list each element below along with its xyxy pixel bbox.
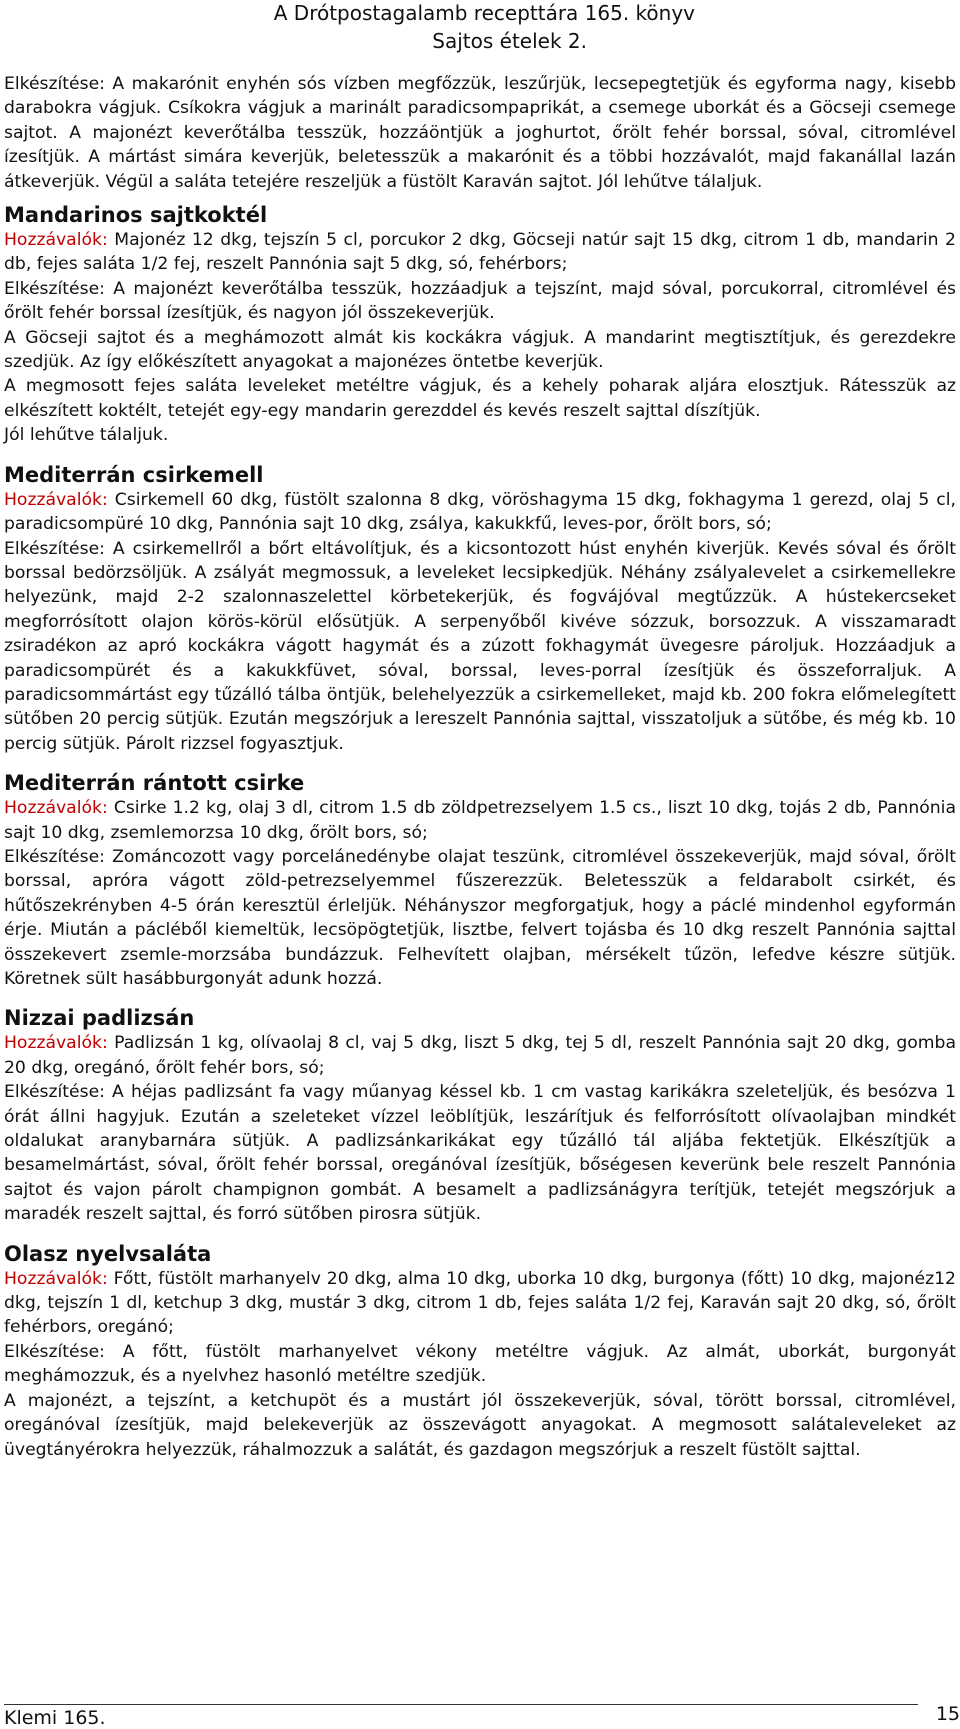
ingredients-text: Majonéz 12 dkg, tejszín 5 cl, porcukor 2 dkg, Göcseji natúr sajt 15 dkg, citrom 1 db, mandarin 2 db, fejes saláta 1/2 fej, reszelt Pannónia sajt 5 dkg, só, fehérbors;	[4, 230, 956, 275]
recipe-step: A megmosott fejes saláta leveleket metéltre vágjuk, és a kehely poharak aljára elosztjuk. Rátesszük az elkészített koktélt, tetejét egy-egy mandarin gerezddel és kevés reszelt sajttal díszítjük.	[4, 376, 956, 421]
recipe-step: Elkészítése: Zománcozott vagy porcelánedénybe olajat teszünk, citromlével összekeverjük, majd sóval, őrölt borssal, apróra vágott zöld-petrezselyemmel fűszerezzük. Beletesszük a feldarabolt csirkét, és hűtőszekrényben 4-5 órán keresztül érleljük. Néhányszor megforgatjuk, hogy a páclé mindenhol egyformán érje. Miután a pácléből kiemeltük, lecsöpögtetjük, lisztbe, felvert tojásba és 10 dkg reszelt Pannónia sajttal összekevert zsemle-morzsába bundázzuk. Felhevített olajban, mérsékelt tűzön, lefedve készre sütjük. Köretnek sült hasábburgonyát adunk hozzá.	[4, 846, 956, 989]
ingredients-text: Csirke 1.2 kg, olaj 3 dl, citrom 1.5 db zöldpetrezselyem 1.5 cs., liszt 10 dkg, tojás 2 db, Pannónia sajt 10 dkg, zsemlemorzsa 10 dkg, őrölt bors, só;	[4, 798, 956, 843]
recipe-title: Nizzai padlizsán	[4, 1006, 195, 1031]
ingredients-label: Hozzávalók:	[4, 798, 108, 819]
ingredients-text: Csirkemell 60 dkg, füstölt szalonna 8 dkg, vöröshagyma 15 dkg, fokhagyma 1 gerezd, olaj 5 cl, paradicsompüré 10 dkg, Pannónia sajt 10 dkg, zsálya, kakukkfű, leves-por, őrölt bors, só;	[4, 489, 956, 535]
recipe-step: A majonézt, a tejszínt, a ketchupöt és a mustárt jól összekeverjük, sóval, törött borssal, citromlével, oregánóval ízesítjük, majd belekeverjük az összevágott anyagokat. A megmosott salátaleveleket az üvegtányérokra helyezzük, ráhalmozzuk a salátát, és gazdagon megszórjuk a reszelt füstölt sajttal.	[4, 1390, 956, 1460]
recipe-step: Elkészítése: A főtt, füstölt marhanyelvet vékony metéltre vágjuk. Az almát, uborkát, burgonyát meghámozzuk, és a nyelvhez hasonló metéltre szedjük.	[4, 1341, 956, 1387]
recipe-nizzai-padlizsan	[4, 1005, 956, 1226]
recipe-title: Olasz nyelvsaláta	[4, 1241, 212, 1266]
recipe-ingredients	[4, 1031, 956, 1080]
recipe-olasz-nyelvsalata	[4, 1241, 956, 1462]
recipe-step: Elkészítése: A héjas padlizsánt fa vagy műanyag késsel kb. 1 cm vastag karikákra szeleteljük, és besózva 1 órát állni hagyjuk. Ezután a szeleteket vízzel leöblítjük, leszárítjuk és felforrósított olívaolajban mindkét oldalukat aranybarnára sütjük. A padlizsánkarikákat egy tűzálló tál aljába fektetjük. Elkészítjük a besamelmártást, sóval, őrölt fehér borssal, oregánóval ízesítjük, bőségesen keverünk bele reszelt Pannónia sajtot és vajon párolt champignon gombát. A besamelt a padlizsánágyra terítjük, tetejét megszórjuk a maradék reszelt sajttal, és forró sütőben pirosra sütjük.	[4, 1082, 956, 1225]
footer-divider	[4, 1704, 918, 1705]
recipe-step: A Göcseji sajtot és a meghámozott almát kis kockákra vágjuk. A mandarint megtisztítjuk, és gerezdekre szedjük. Az így előkészített anyagokat a majonézes öntetbe keverjük.	[4, 327, 956, 373]
section-title: Sajtos ételek 2.	[432, 29, 587, 53]
recipe-step: Elkészítése: A csirkemellről a bőrt eltávolítjuk, és a kicsontozott húst enyhén kiverjük. Kevés sóval és őrölt borssal bedörzsöljük. A zsályát megmossuk, a leveleket lecsipkedjük. Néhány zsályalevelet a csirkemellekre helyezünk, majd 2-2 szalonnaszelettel körbetekerjük, és fogvájóval megtűzzük. A hústekercseket megforrósított olajon körös-körül elősütjük. A serpenyőből kivéve sózzuk, borsozzuk. A visszamaradt zsiradékon az apró kockákra vágott hagymát és a zúzott fokhagymát üvegesre pároljuk. Hozzáadjuk a paradicsompürét és a kakukkfüvet, sóval, borssal, leves-porral ízesítjük és összeforraljuk. A paradicsommártást egy tűzálló tálba öntjük, belehelyezzük a csirkemelleket, majd kb. 200 fokra előmelegített sütőben 20 percig sütjük. Ezután megszórjuk a lereszelt Pannónia sajttal, visszatoljuk a sütőbe, és még kb. 10 percig sütjük. Párolt rizzsel fogyasztjuk.	[4, 538, 956, 754]
page-content	[4, 72, 956, 1476]
footer-author: Klemi 165.	[4, 1707, 106, 1729]
intro-paragraph: Elkészítése: A makarónit enyhén sós vízben megfőzzük, leszűrjük, lecsepegtetjük és egyforma nagy, kisebb darabokra vágjuk. Csíkokra vágjuk a marinált paradicsompaprikát, a csemege uborkát és a Göcseji csemege sajtot. A majonézt keverőtálba tesszük, hozzáöntjük a joghurtot, őrölt fehér borssal, sóval, citromlével ízesítjük. A mártást simára keverjük, beletesszük a makarónit és a többi hozzávalót, majd fakanállal lazán átkeverjük. Végül a saláta tetejére reszeljük a füstölt Karaván sajtot. Jól lehűtve tálaljuk.	[4, 74, 956, 192]
ingredients-text: Főtt, füstölt marhanyelv 20 dkg, alma 10 dkg, uborka 10 dkg, burgonya (főtt) 10 dkg, majonéz12 dkg, tejszín 1 dl, ketchup 3 dkg, mustár 3 dkg, citrom 1 db, fejes saláta 1/2 fej, Karaván sajt 20 dkg, só, őrölt fehérbors, oregánó;	[4, 1268, 956, 1338]
page-number: 15	[935, 1703, 960, 1725]
recipe-step: Jól lehűtve tálaljuk.	[4, 425, 169, 446]
recipe-title: Mandarinos sajtkoktél	[4, 203, 268, 228]
recipe-ingredients	[4, 488, 956, 537]
recipe-mediterran-rantott-csirke	[4, 770, 956, 991]
ingredients-text: Padlizsán 1 kg, olívaolaj 8 cl, vaj 5 dkg, liszt 5 dkg, tej 5 dl, reszelt Pannónia sajt 20 dkg, gomba 20 dkg, oregánó, őrölt fehér bors, só;	[4, 1033, 956, 1078]
recipe-ingredients	[4, 228, 956, 277]
recipe-mediterran-csirkemell	[4, 462, 956, 756]
ingredients-label: Hozzávalók:	[4, 489, 108, 510]
ingredients-label: Hozzávalók:	[4, 1033, 108, 1054]
recipe-ingredients	[4, 796, 956, 845]
book-title: A Drótpostagalamb recepttára 165. könyv	[273, 1, 695, 25]
recipe-ingredients	[4, 1267, 956, 1340]
ingredients-label: Hozzávalók:	[4, 1268, 108, 1289]
ingredients-label: Hozzávalók:	[4, 230, 108, 251]
recipe-title: Mediterrán csirkemell	[4, 462, 264, 487]
recipe-mandarinos-sajtkoktel	[4, 202, 956, 448]
recipe-step: Elkészítése: A majonézt keverőtálba tesszük, hozzáadjuk a tejszínt, majd sóval, porcukorral, citromlével és őrölt fehér borssal ízesítjük, és nagyon jól összekeverjük.	[4, 278, 956, 324]
recipe-title: Mediterrán rántott csirke	[4, 771, 305, 796]
page-header	[0, 0, 960, 60]
